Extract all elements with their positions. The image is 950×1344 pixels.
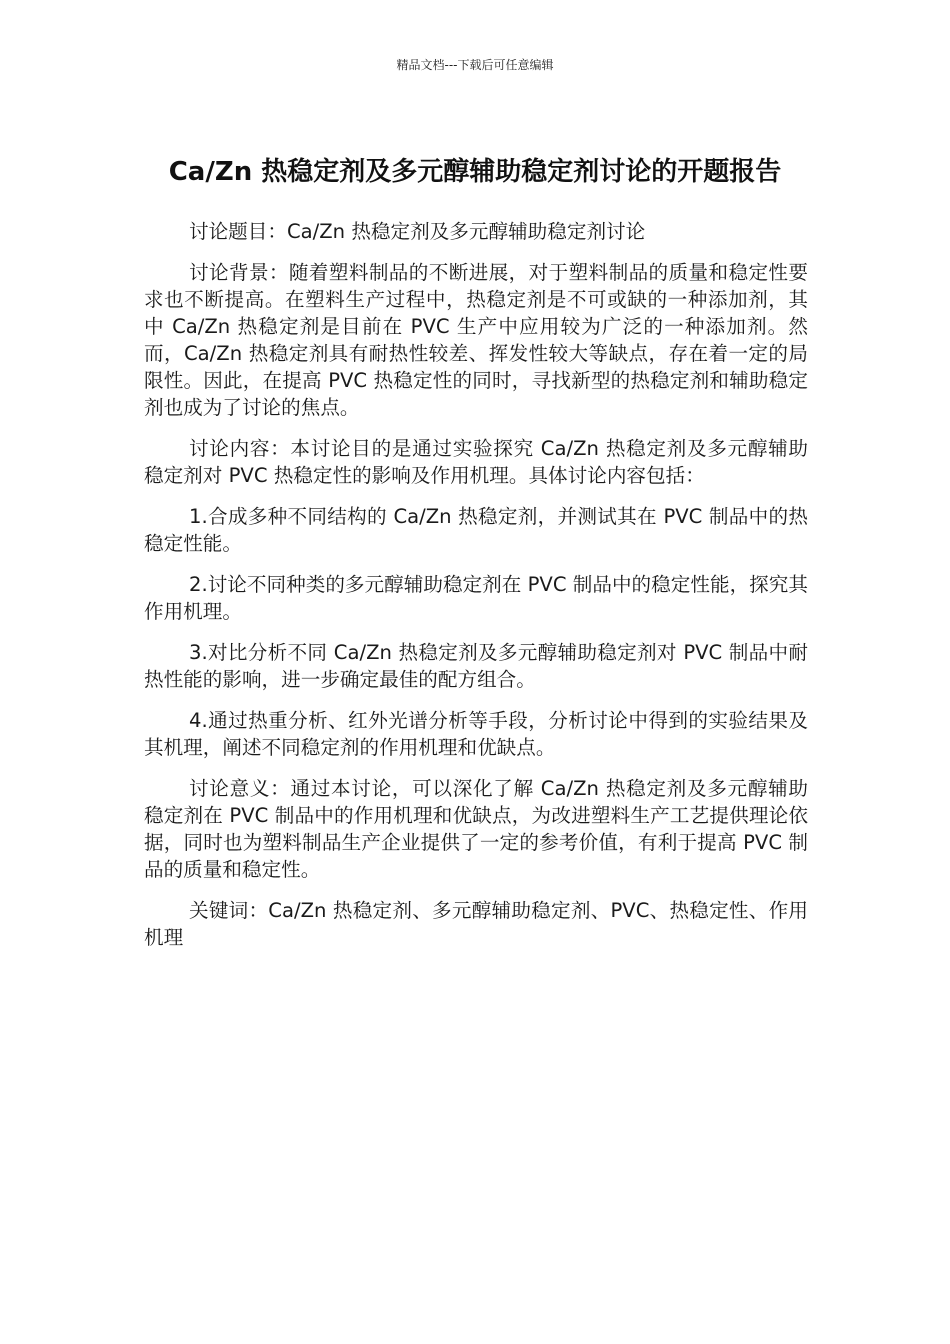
paragraph-item-4: 4.通过热重分析、红外光谱分析等手段，分析讨论中得到的实验结果及其机理，阐述不同稳定剂的作用机理和优缺点。 <box>144 709 808 759</box>
paragraph-topic: 讨论题目：Ca/Zn 热稳定剂及多元醇辅助稳定剂讨论 <box>189 220 646 243</box>
page-header: 精品文档---下载后可任意编辑 <box>396 58 554 72</box>
document-body <box>144 218 808 965</box>
paragraph-item-2: 2.讨论不同种类的多元醇辅助稳定剂在 PVC 制品中的稳定性能，探究其作用机理。 <box>144 573 808 623</box>
paragraph-significance: 讨论意义：通过本讨论，可以深化了解 Ca/Zn 热稳定剂及多元醇辅助稳定剂在 PVC 制品中的作用机理和优缺点，为改进塑料生产工艺提供理论依据，同时也为塑料制品生产企业提供了一定的参考价值，有利于提高 PVC 制品的质量和稳定性。 <box>144 777 808 881</box>
paragraph-item-1: 1.合成多种不同结构的 Ca/Zn 热稳定剂，并测试其在 PVC 制品中的热稳定性能。 <box>144 505 808 555</box>
document-title: Ca/Zn 热稳定剂及多元醇辅助稳定剂讨论的开题报告 <box>168 157 782 188</box>
paragraph-background: 讨论背景：随着塑料制品的不断进展，对于塑料制品的质量和稳定性要求也不断提高。在塑料生产过程中，热稳定剂是不可或缺的一种添加剂，其中 Ca/Zn 热稳定剂是目前在 PVC 生产中应用较为广泛的一种添加剂。然而，Ca/Zn 热稳定剂具有耐热性较差、挥发性较大等缺点，存在着一定的局限性。因此，在提高 PVC 热稳定性的同时，寻找新型的热稳定剂和辅助稳定剂也成为了讨论的焦点。 <box>144 261 808 419</box>
paragraph-keywords: 关键词：Ca/Zn 热稳定剂、多元醇辅助稳定剂、PVC、热稳定性、作用机理 <box>144 899 808 949</box>
paragraph-item-3: 3.对比分析不同 Ca/Zn 热稳定剂及多元醇辅助稳定剂对 PVC 制品中耐热性能的影响，进一步确定最佳的配方组合。 <box>144 641 808 691</box>
paragraph-content: 讨论内容：本讨论目的是通过实验探究 Ca/Zn 热稳定剂及多元醇辅助稳定剂对 PVC 热稳定性的影响及作用机理。具体讨论内容包括： <box>144 437 808 487</box>
